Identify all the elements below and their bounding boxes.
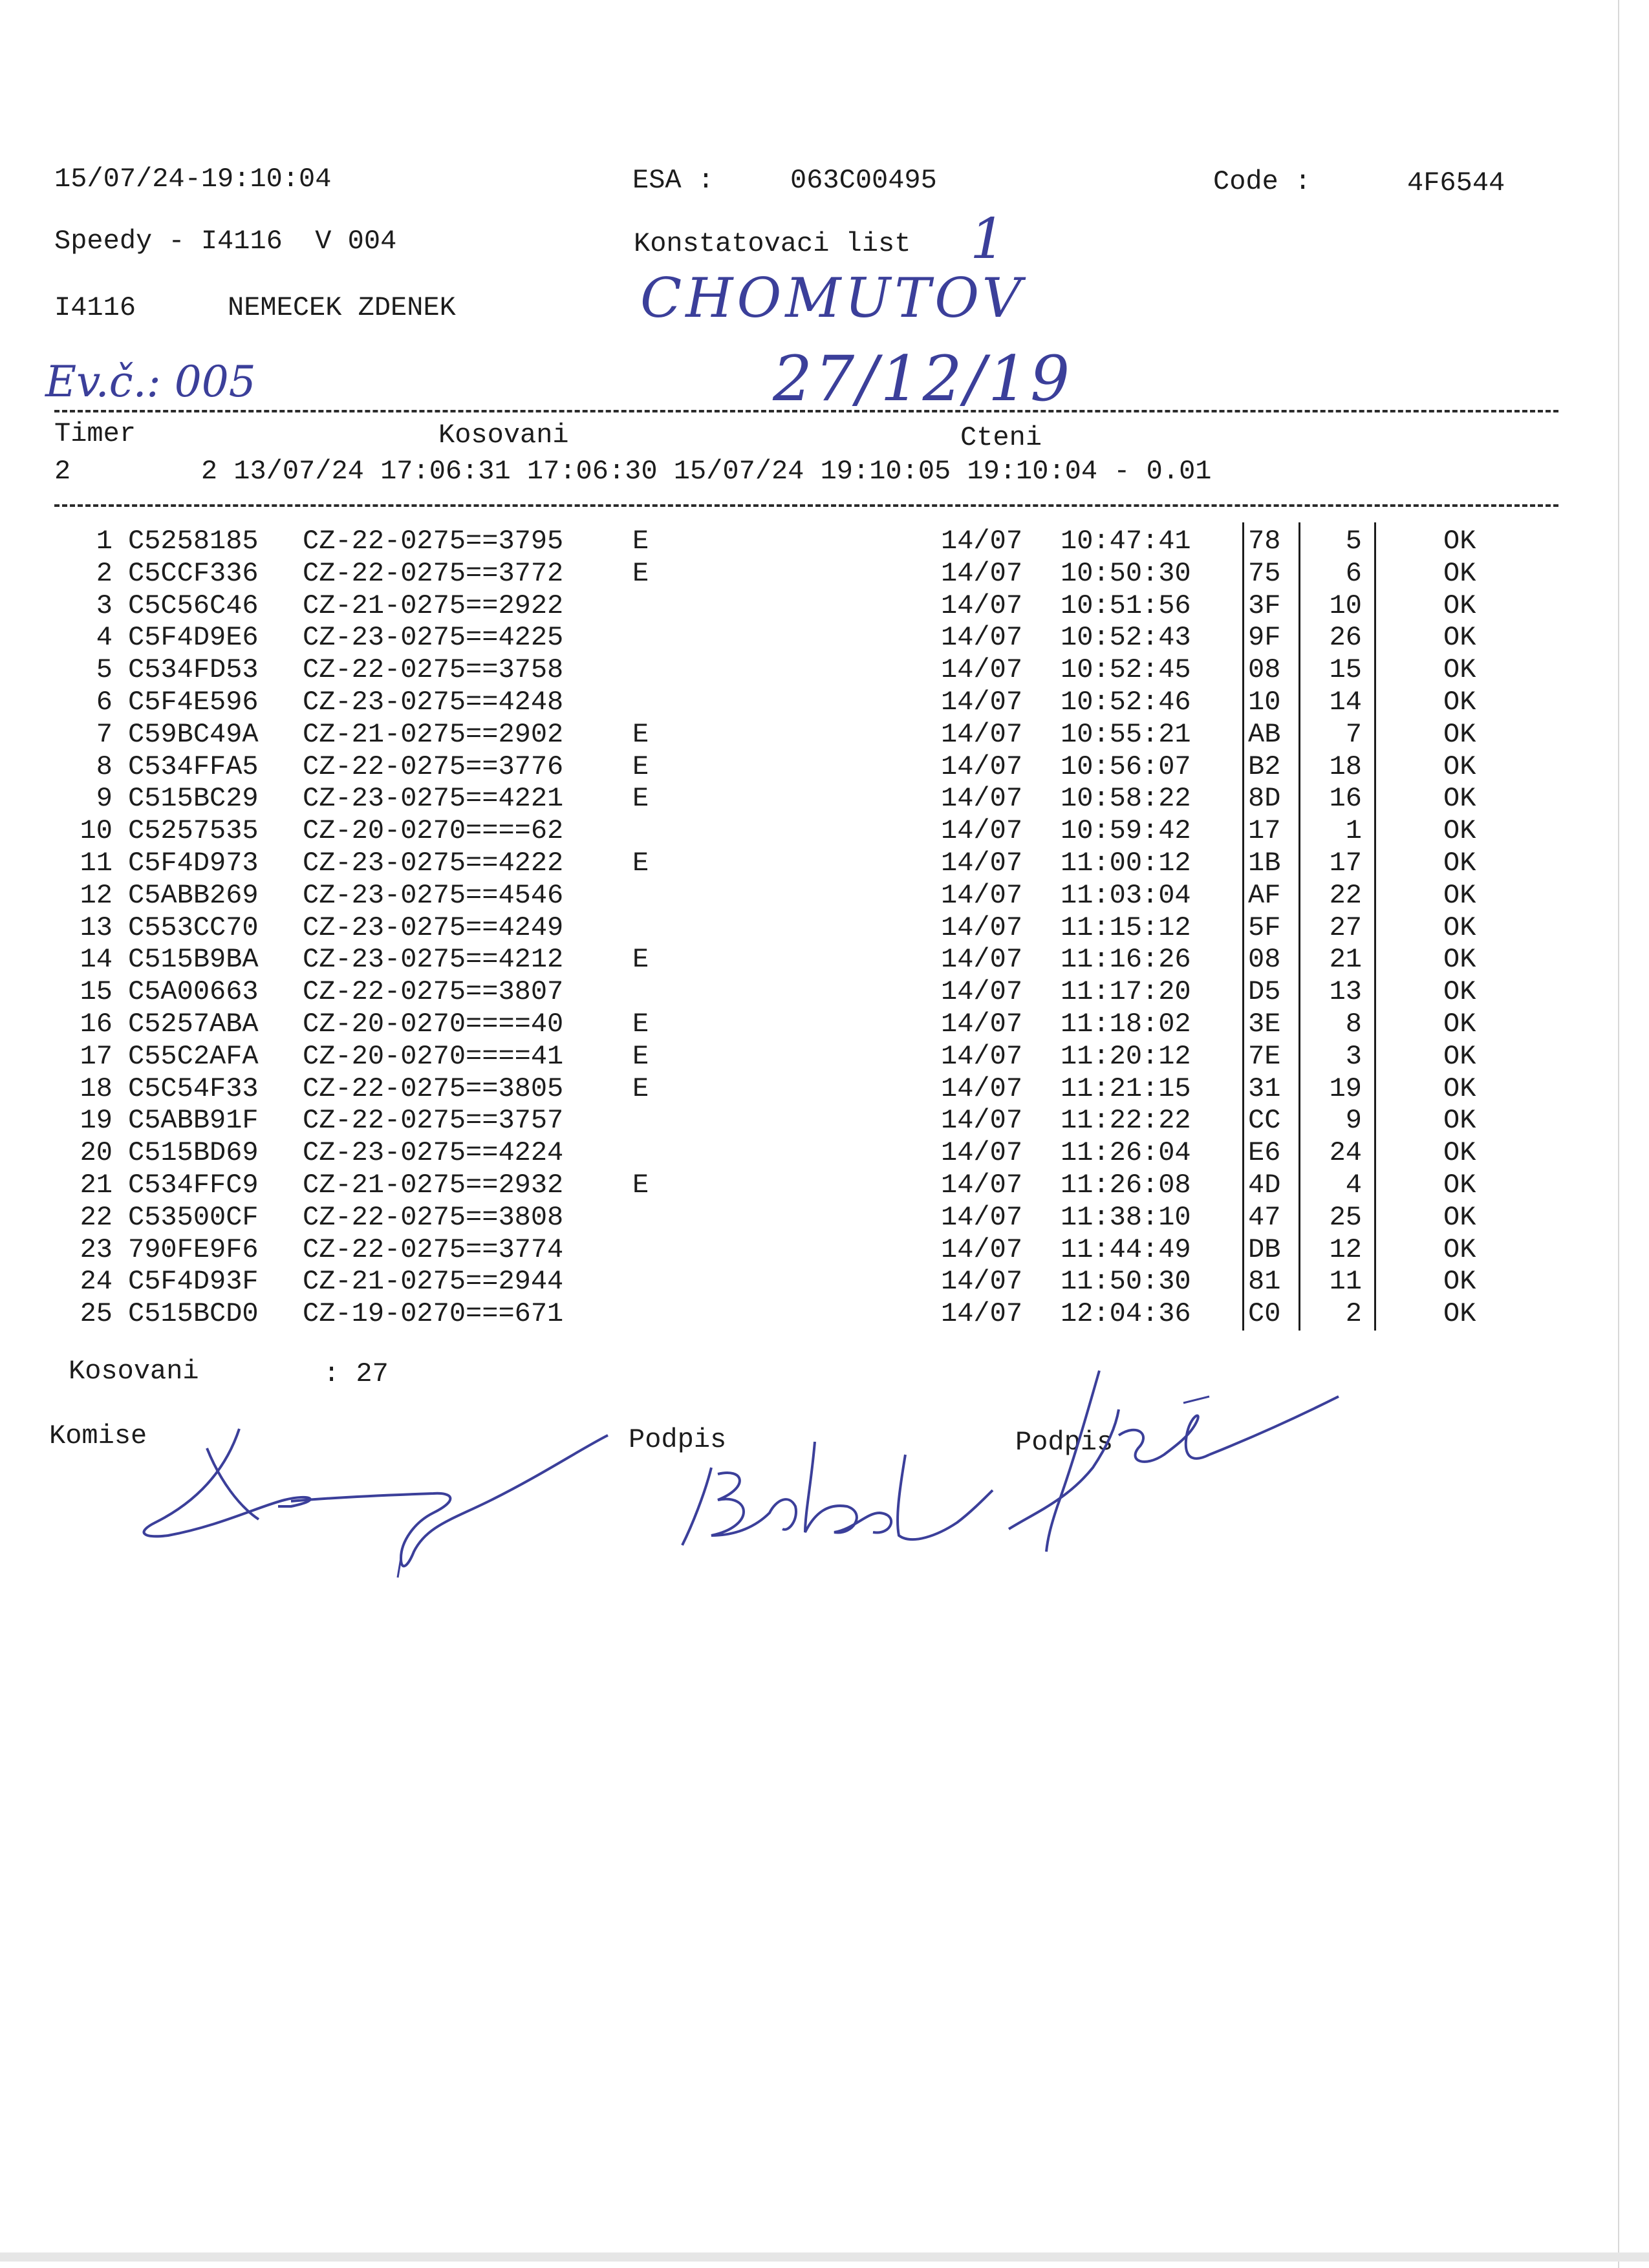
table-row: [0, 1171, 1649, 1204]
column-rule-2: [1299, 522, 1300, 1331]
arrival-time: 11:38:10: [1061, 1201, 1191, 1233]
position: 3: [1345, 1040, 1362, 1072]
chip-id: C5F4D973: [128, 848, 259, 879]
event-flag: E: [632, 944, 649, 976]
row-number: 9: [96, 783, 113, 815]
position: 21: [1329, 944, 1362, 976]
code-label: Code :: [1213, 166, 1311, 197]
row-number: 1: [96, 526, 113, 557]
row-number: 17: [80, 1040, 113, 1072]
arrival-time: 11:50:30: [1061, 1266, 1191, 1298]
chip-id: C53500CF: [128, 1201, 259, 1233]
chip-id: C534FD53: [128, 654, 259, 686]
chip-id: C515B9BA: [128, 944, 259, 976]
event-flag: E: [632, 526, 649, 557]
status: OK: [1443, 944, 1476, 976]
arrival-date: 14/07: [941, 912, 1023, 943]
row-number: 13: [80, 912, 113, 943]
status: OK: [1443, 783, 1476, 815]
document-title: Konstatovaci list: [634, 228, 911, 259]
arrival-date: 14/07: [941, 976, 1023, 1008]
chip-id: C5258185: [128, 526, 259, 557]
komise-label: Komise: [49, 1420, 147, 1451]
chip-id: C5F4E596: [128, 687, 259, 718]
arrival-time: 11:16:26: [1061, 944, 1191, 976]
position: 7: [1345, 718, 1362, 750]
table-row: [0, 1268, 1649, 1300]
chip-id: C515BC29: [128, 783, 259, 815]
check-code: AF: [1248, 879, 1281, 911]
column-rule-1: [1242, 522, 1244, 1331]
status: OK: [1443, 1105, 1476, 1137]
ring-number: CZ-23-0275==4221: [303, 783, 564, 815]
check-code: 31: [1248, 1073, 1281, 1104]
event-flag: E: [632, 1040, 649, 1072]
komise-signature: [129, 1409, 621, 1590]
status: OK: [1443, 687, 1476, 718]
event-flag: E: [632, 751, 649, 782]
status: OK: [1443, 1298, 1476, 1330]
arrival-date: 14/07: [941, 526, 1023, 557]
status: OK: [1443, 1266, 1476, 1298]
kosovani-total-label: Kosovani: [69, 1356, 199, 1387]
table-row: [0, 978, 1649, 1011]
arrival-time: 11:00:12: [1061, 848, 1191, 879]
table-row: [0, 557, 1649, 592]
chip-id: C515BD69: [128, 1137, 259, 1169]
row-number: 14: [80, 944, 113, 976]
table-row: [0, 689, 1649, 721]
chip-id: C5257535: [128, 815, 259, 847]
check-code: C0: [1248, 1298, 1281, 1330]
kosovani-total-value: : 27: [323, 1358, 389, 1389]
position: 12: [1329, 1234, 1362, 1265]
check-code: 7E: [1248, 1040, 1281, 1072]
chip-id: C5257ABA: [128, 1009, 259, 1040]
table-row: [0, 753, 1649, 786]
arrival-date: 14/07: [941, 718, 1023, 750]
event-flag: E: [632, 783, 649, 815]
arrival-date: 14/07: [941, 1040, 1023, 1072]
ring-number: CZ-23-0275==4224: [303, 1137, 564, 1169]
position: 1: [1345, 815, 1362, 847]
chip-id: C5CCF336: [128, 557, 259, 589]
table-row: [0, 528, 1649, 560]
arrival-date: 14/07: [941, 1137, 1023, 1169]
chip-id: C5ABB91F: [128, 1105, 259, 1137]
position: 14: [1329, 687, 1362, 718]
check-code: DB: [1248, 1234, 1281, 1265]
ring-number: CZ-23-0275==4546: [303, 879, 564, 911]
arrival-time: 11:44:49: [1061, 1234, 1191, 1265]
podpis-label-2: Podpis: [1015, 1427, 1114, 1458]
arrival-date: 14/07: [941, 654, 1023, 686]
status: OK: [1443, 590, 1476, 621]
chip-id: C59BC49A: [128, 718, 259, 750]
table-row: [0, 624, 1649, 656]
arrival-time: 11:26:08: [1061, 1170, 1191, 1201]
divider-top: [54, 410, 1558, 412]
arrival-date: 14/07: [941, 1009, 1023, 1040]
member-id: I4116: [54, 292, 136, 323]
chip-id: C534FFA5: [128, 751, 259, 782]
status: OK: [1443, 976, 1476, 1008]
position: 10: [1329, 590, 1362, 621]
arrival-date: 14/07: [941, 1266, 1023, 1298]
check-code: 17: [1248, 815, 1281, 847]
check-code: CC: [1248, 1105, 1281, 1137]
arrival-date: 14/07: [941, 1298, 1023, 1330]
position: 9: [1345, 1105, 1362, 1137]
check-code: 5F: [1248, 912, 1281, 943]
chip-id: C5C56C46: [128, 590, 259, 621]
status: OK: [1443, 526, 1476, 557]
position: 8: [1345, 1009, 1362, 1040]
chip-id: C515BCD0: [128, 1298, 259, 1330]
position: 5: [1345, 526, 1362, 557]
position: 16: [1329, 783, 1362, 815]
position: 13: [1329, 976, 1362, 1008]
ring-number: CZ-19-0270===671: [303, 1298, 564, 1330]
ring-number: CZ-22-0275==3808: [303, 1201, 564, 1233]
arrival-date: 14/07: [941, 751, 1023, 782]
table-row: [0, 946, 1649, 978]
ring-number: CZ-21-0275==2944: [303, 1266, 564, 1298]
row-number: 22: [80, 1201, 113, 1233]
arrival-date: 14/07: [941, 1234, 1023, 1265]
arrival-date: 14/07: [941, 848, 1023, 879]
position: 27: [1329, 912, 1362, 943]
arrival-time: 11:18:02: [1061, 1009, 1191, 1040]
ring-number: CZ-22-0275==3757: [303, 1105, 564, 1137]
table-row: [0, 1107, 1649, 1139]
table-row: [0, 1300, 1649, 1332]
row-number: 24: [80, 1266, 113, 1298]
row-number: 25: [80, 1298, 113, 1330]
ring-number: CZ-20-0270====40: [303, 1009, 564, 1040]
check-code: 3F: [1248, 590, 1281, 621]
handwritten-ev-number: Ev.č.: 005: [45, 357, 256, 407]
check-code: 75: [1248, 557, 1281, 589]
row-number: 6: [96, 687, 113, 718]
status: OK: [1443, 751, 1476, 782]
arrival-date: 14/07: [941, 687, 1023, 718]
status: OK: [1443, 718, 1476, 750]
chip-id: C5F4D9E6: [128, 622, 259, 654]
status: OK: [1443, 815, 1476, 847]
event-flag: E: [632, 848, 649, 879]
row-number: 5: [96, 654, 113, 686]
podpis-signature-1: [660, 1416, 996, 1565]
ring-number: CZ-22-0275==3807: [303, 976, 564, 1008]
position: 22: [1329, 879, 1362, 911]
ring-number: CZ-22-0275==3772: [303, 557, 564, 589]
arrival-date: 14/07: [941, 879, 1023, 911]
row-number: 18: [80, 1073, 113, 1104]
table-row: [0, 592, 1649, 625]
timer-line: 2 2 13/07/24 17:06:31 17:06:30 15/07/24 19:10:05 19:10:04 - 0.01: [54, 456, 1212, 487]
ring-number: CZ-23-0275==4212: [303, 944, 564, 976]
row-number: 2: [96, 557, 113, 589]
esa-value: 063C00495: [790, 165, 937, 196]
row-number: 3: [96, 590, 113, 621]
status: OK: [1443, 912, 1476, 943]
check-code: 08: [1248, 654, 1281, 686]
check-code: B2: [1248, 751, 1281, 782]
kosovani-column-label: Kosovani: [438, 420, 569, 451]
check-code: 10: [1248, 687, 1281, 718]
check-code: E6: [1248, 1137, 1281, 1169]
check-code: 4D: [1248, 1170, 1281, 1201]
position: 24: [1329, 1137, 1362, 1169]
status: OK: [1443, 848, 1476, 879]
arrival-date: 14/07: [941, 815, 1023, 847]
arrival-time: 11:03:04: [1061, 879, 1191, 911]
arrival-date: 14/07: [941, 1170, 1023, 1201]
status: OK: [1443, 1234, 1476, 1265]
row-number: 7: [96, 718, 113, 750]
check-code: 78: [1248, 526, 1281, 557]
chip-id: C5ABB269: [128, 879, 259, 911]
check-code: 08: [1248, 944, 1281, 976]
position: 4: [1345, 1170, 1362, 1201]
table-row: [0, 914, 1649, 947]
cteni-column-label: Cteni: [960, 422, 1042, 453]
scan-edge-bottom: [0, 2252, 1649, 2262]
ring-number: CZ-22-0275==3758: [303, 654, 564, 686]
arrival-date: 14/07: [941, 1201, 1023, 1233]
arrival-time: 10:59:42: [1061, 815, 1191, 847]
ring-number: CZ-21-0275==2902: [303, 718, 564, 750]
event-flag: E: [632, 718, 649, 750]
row-number: 12: [80, 879, 113, 911]
ring-number: CZ-20-0270====41: [303, 1040, 564, 1072]
status: OK: [1443, 1073, 1476, 1104]
arrival-date: 14/07: [941, 1073, 1023, 1104]
status: OK: [1443, 1201, 1476, 1233]
table-row: [0, 785, 1649, 817]
row-number: 16: [80, 1009, 113, 1040]
arrival-time: 10:47:41: [1061, 526, 1191, 557]
row-number: 20: [80, 1137, 113, 1169]
arrival-time: 10:50:30: [1061, 557, 1191, 589]
ring-number: CZ-21-0275==2922: [303, 590, 564, 621]
ring-number: CZ-22-0275==3805: [303, 1073, 564, 1104]
ring-number: CZ-22-0275==3774: [303, 1234, 564, 1265]
position: 18: [1329, 751, 1362, 782]
position: 6: [1345, 557, 1362, 589]
table-row: [0, 879, 1649, 914]
arrival-time: 12:04:36: [1061, 1298, 1191, 1330]
check-code: AB: [1248, 718, 1281, 750]
chip-id: C5C54F33: [128, 1073, 259, 1104]
row-number: 11: [80, 848, 113, 879]
status: OK: [1443, 1170, 1476, 1201]
arrival-date: 14/07: [941, 944, 1023, 976]
status: OK: [1443, 1040, 1476, 1072]
handwritten-date: 27/12/19: [773, 343, 1073, 415]
row-number: 4: [96, 622, 113, 654]
divider-middle: [54, 504, 1558, 507]
position: 26: [1329, 622, 1362, 654]
ring-number: CZ-22-0275==3795: [303, 526, 564, 557]
arrival-time: 11:22:22: [1061, 1105, 1191, 1137]
ring-number: CZ-23-0275==4248: [303, 687, 564, 718]
check-code: 1B: [1248, 848, 1281, 879]
row-number: 8: [96, 751, 113, 782]
status: OK: [1443, 557, 1476, 589]
chip-id: C5A00663: [128, 976, 259, 1008]
print-datetime: 15/07/24-19:10:04: [54, 164, 332, 195]
esa-label: ESA :: [632, 165, 715, 196]
table-row: [0, 718, 1649, 753]
table-row: [0, 1236, 1649, 1268]
event-flag: E: [632, 1009, 649, 1040]
ring-number: CZ-22-0275==3776: [303, 751, 564, 782]
arrival-time: 10:52:43: [1061, 622, 1191, 654]
check-code: 8D: [1248, 783, 1281, 815]
member-name: NEMECEK ZDENEK: [228, 292, 456, 323]
arrival-date: 14/07: [941, 557, 1023, 589]
position: 19: [1329, 1073, 1362, 1104]
row-number: 19: [80, 1105, 113, 1137]
handwritten-list-number: 1: [970, 207, 1006, 272]
ring-number: CZ-20-0270====62: [303, 815, 564, 847]
arrival-date: 14/07: [941, 622, 1023, 654]
arrival-time: 10:52:45: [1061, 654, 1191, 686]
row-number: 15: [80, 976, 113, 1008]
check-code: D5: [1248, 976, 1281, 1008]
event-flag: E: [632, 1073, 649, 1104]
table-row: [0, 817, 1649, 850]
podpis-label-1: Podpis: [629, 1424, 727, 1455]
chip-id: C5F4D93F: [128, 1266, 259, 1298]
status: OK: [1443, 622, 1476, 654]
arrival-date: 14/07: [941, 1105, 1023, 1137]
arrival-date: 14/07: [941, 783, 1023, 815]
row-number: 10: [80, 815, 113, 847]
ring-number: CZ-23-0275==4225: [303, 622, 564, 654]
arrival-time: 10:55:21: [1061, 718, 1191, 750]
check-code: 3E: [1248, 1009, 1281, 1040]
ring-number: CZ-23-0275==4249: [303, 912, 564, 943]
row-number: 23: [80, 1234, 113, 1265]
position: 15: [1329, 654, 1362, 686]
row-number: 21: [80, 1170, 113, 1201]
arrival-time: 11:20:12: [1061, 1040, 1191, 1072]
table-row: [0, 1011, 1649, 1043]
table-row: [0, 1075, 1649, 1107]
handwritten-city: CHOMUTOV: [640, 266, 1026, 330]
app-version: Speedy - I4116 V 004: [54, 226, 397, 257]
chip-id: C553CC70: [128, 912, 259, 943]
table-row: [0, 1201, 1649, 1236]
podpis-signature-2: [996, 1358, 1358, 1565]
arrival-time: 11:21:15: [1061, 1073, 1191, 1104]
column-rule-3: [1374, 522, 1376, 1331]
event-flag: E: [632, 557, 649, 589]
chip-id: C55C2AFA: [128, 1040, 259, 1072]
status: OK: [1443, 1137, 1476, 1169]
ring-number: CZ-23-0275==4222: [303, 848, 564, 879]
status: OK: [1443, 1009, 1476, 1040]
chip-id: C534FFC9: [128, 1170, 259, 1201]
arrival-time: 11:26:04: [1061, 1137, 1191, 1169]
code-value: 4F6544: [1407, 167, 1505, 198]
table-row: [0, 1040, 1649, 1075]
table-row: [0, 1139, 1649, 1171]
arrival-time: 10:58:22: [1061, 783, 1191, 815]
event-flag: E: [632, 1170, 649, 1201]
ring-number: CZ-21-0275==2932: [303, 1170, 564, 1201]
position: 11: [1329, 1266, 1362, 1298]
position: 25: [1329, 1201, 1362, 1233]
arrival-time: 11:15:12: [1061, 912, 1191, 943]
arrival-time: 10:56:07: [1061, 751, 1191, 782]
arrival-time: 10:52:46: [1061, 687, 1191, 718]
check-code: 81: [1248, 1266, 1281, 1298]
arrival-time: 11:17:20: [1061, 976, 1191, 1008]
status: OK: [1443, 879, 1476, 911]
timer-label: Timer: [54, 418, 136, 449]
chip-id: 790FE9F6: [128, 1234, 259, 1265]
table-row: [0, 656, 1649, 689]
arrival-time: 10:51:56: [1061, 590, 1191, 621]
status: OK: [1443, 654, 1476, 686]
arrival-date: 14/07: [941, 590, 1023, 621]
check-code: 9F: [1248, 622, 1281, 654]
position: 17: [1329, 848, 1362, 879]
position: 2: [1345, 1298, 1362, 1330]
check-code: 47: [1248, 1201, 1281, 1233]
table-row: [0, 850, 1649, 882]
